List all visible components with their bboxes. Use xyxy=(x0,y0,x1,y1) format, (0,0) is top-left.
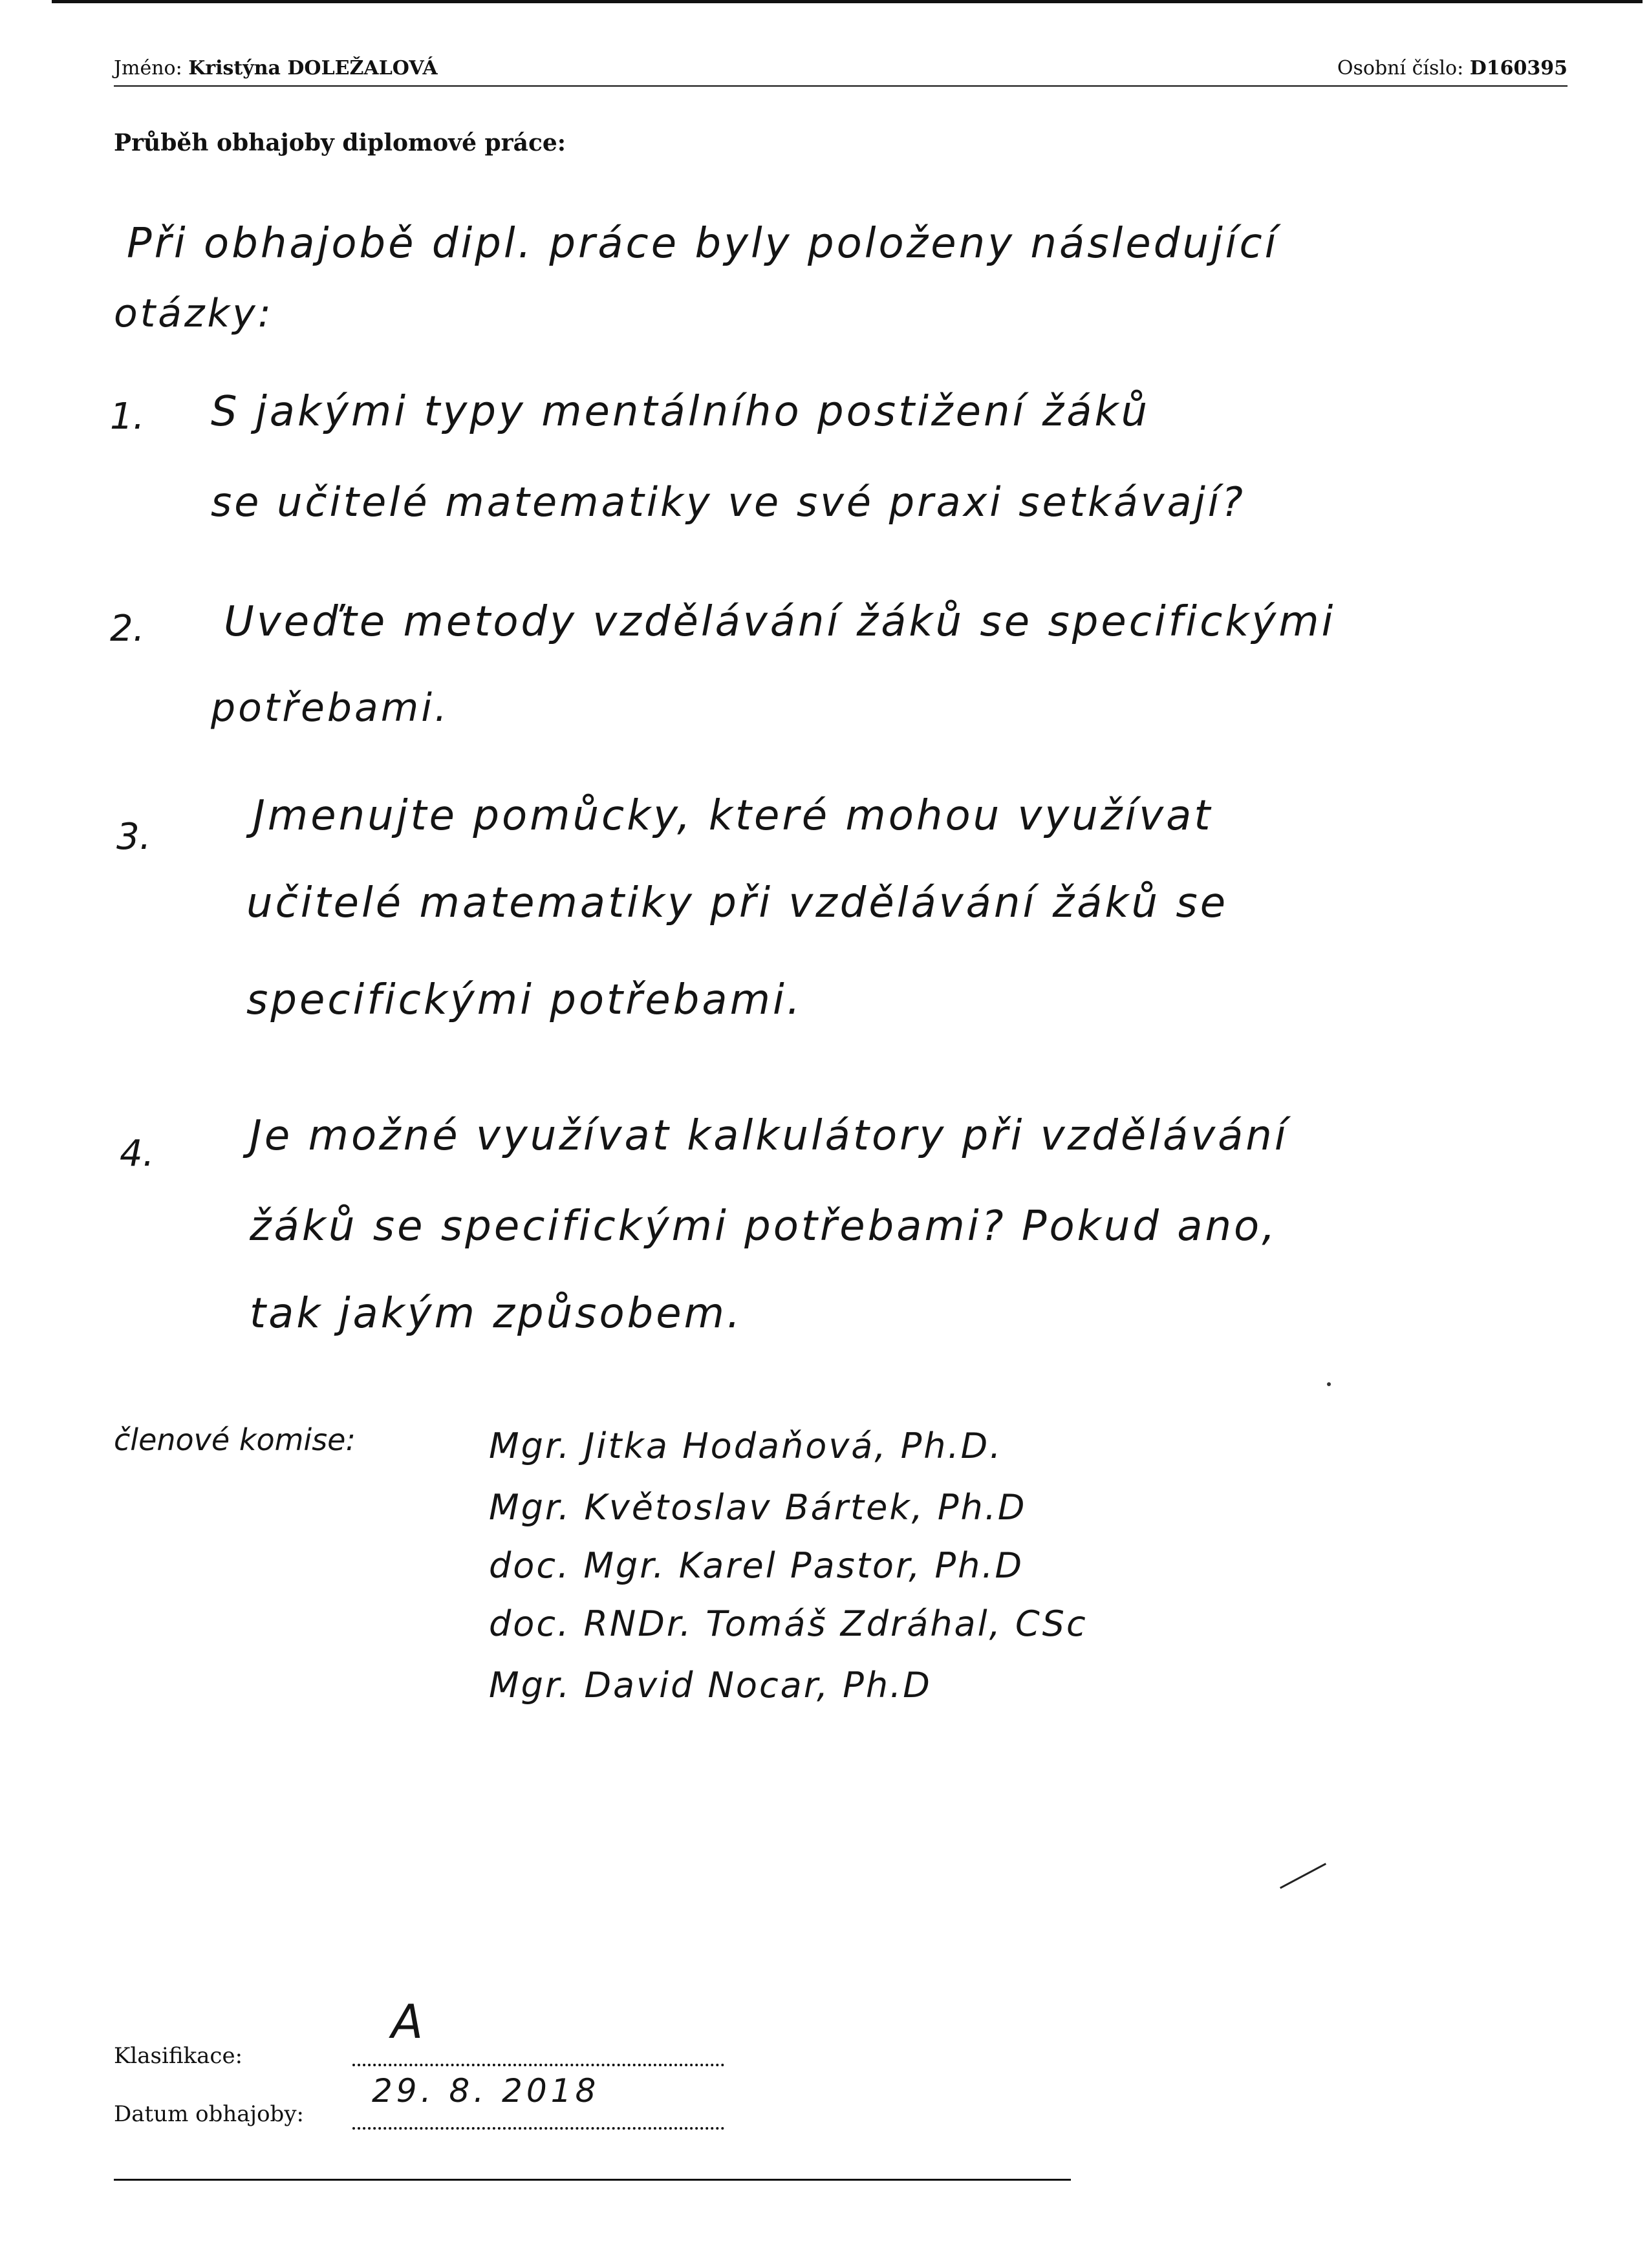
question-line: tak jakým způsobem. xyxy=(250,1290,743,1338)
datum-label: Datum obhajoby: xyxy=(114,2101,304,2127)
student-name xyxy=(114,53,438,84)
question-line: specifickými potřebami. xyxy=(246,976,803,1024)
id-value: D160395 xyxy=(1469,57,1568,80)
intro-line: Při obhajobě dipl. práce byly položeny následující xyxy=(127,220,1279,268)
question-line: Je možné využívat kalkulátory při vzdělávání xyxy=(250,1112,1289,1160)
question-number: 4. xyxy=(120,1133,155,1175)
question-line: S jakými typy mentálního postižení žáků xyxy=(211,388,1150,436)
klasifikace-label: Klasifikace: xyxy=(114,2043,243,2069)
scan-top-edge xyxy=(52,0,1643,3)
document-header xyxy=(114,53,1568,84)
question-number: 3. xyxy=(116,816,151,858)
question-line: se učitelé matematiky ve své praxi setkávají? xyxy=(211,478,1245,526)
question-number: 1. xyxy=(110,396,145,438)
question-line: žáků se specifickými potřebami? Pokud ano, xyxy=(250,1203,1278,1250)
id-label: Osobní číslo: xyxy=(1337,57,1464,80)
question-line: Jmenujte pomůcky, které mohou využívat xyxy=(253,792,1213,840)
question-line: učitelé matematiky při vzdělávání žáků se xyxy=(246,879,1229,927)
committee-member: doc. Mgr. Karel Pastor, Ph.D xyxy=(489,1545,1024,1586)
student-id xyxy=(1337,53,1568,84)
klasifikace-dotted-line xyxy=(352,2064,724,2066)
name-value: Kristýna DOLEŽALOVÁ xyxy=(188,57,438,80)
datum-dotted-line xyxy=(352,2127,724,2130)
question-number: 2. xyxy=(110,608,145,650)
committee-member: Mgr. David Nocar, Ph.D xyxy=(489,1665,932,1706)
question-line: potřebami. xyxy=(211,685,449,731)
committee-member: doc. RNDr. Tomáš Zdráhal, CSc xyxy=(489,1603,1088,1644)
committee-member: Mgr. Květoslav Bártek, Ph.D xyxy=(489,1487,1027,1528)
section-title: Průběh obhajoby diplomové práce: xyxy=(114,129,566,156)
klasifikace-value: A xyxy=(391,1995,424,2049)
header-divider xyxy=(114,85,1568,87)
committee-member: Mgr. Jitka Hodaňová, Ph.D. xyxy=(489,1426,1003,1466)
footer-divider xyxy=(114,2179,1071,2181)
intro-line: otázky: xyxy=(114,291,274,336)
name-label: Jméno: xyxy=(114,57,182,80)
datum-value: 29. 8. 2018 xyxy=(372,2072,600,2110)
pen-stroke xyxy=(1280,1863,1326,1888)
committee-label: členové komise: xyxy=(114,1422,356,1457)
ink-dot xyxy=(1327,1382,1331,1386)
question-line: Uveďte metody vzdělávání žáků se specifickými xyxy=(224,598,1336,646)
